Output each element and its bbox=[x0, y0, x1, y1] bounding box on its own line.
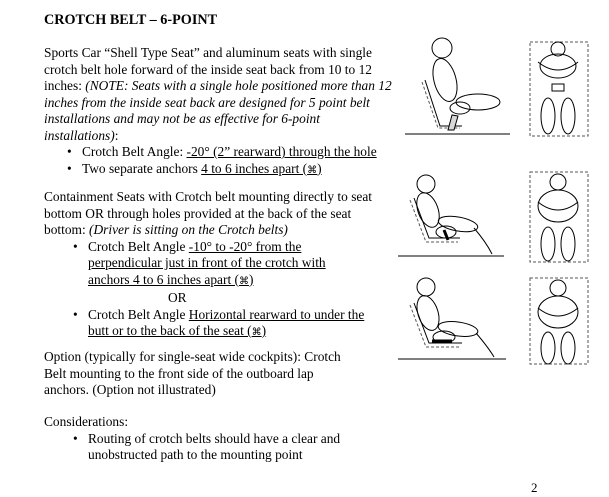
horizontal-angle-text: Horizontal rearward to under the butt or to the back of the seat ( bbox=[88, 306, 365, 338]
list-item bbox=[68, 431, 358, 464]
shell-seat-intro: Sports Car “Shell Type Seat” and aluminum seats with single crotch belt hole forward of the inside seat back from 10 to 12 inches: bbox=[44, 45, 372, 93]
or-separator: OR bbox=[168, 290, 187, 305]
list-item bbox=[62, 161, 394, 180]
list-item bbox=[68, 307, 368, 342]
shell-seat-side-view bbox=[400, 30, 510, 140]
bullet-prefix: Two separate anchors bbox=[82, 160, 202, 176]
containment-note: (Driver is sitting on the Crotch belts) bbox=[89, 222, 288, 237]
containment-angle-text: -10° to -20° from the perpendicular just in front of the crotch with anchors 4 to 6 inches apart ( bbox=[88, 238, 326, 287]
crotch-angle-value: -20° (2” rearward) through the hole bbox=[186, 144, 377, 159]
containment-seat-paragraph bbox=[44, 189, 394, 239]
bullet-prefix: Crotch Belt Angle bbox=[88, 306, 189, 322]
containment-seat-side-view bbox=[396, 172, 504, 262]
shell-seat-front-view bbox=[526, 38, 596, 143]
containment-bullets-2 bbox=[68, 307, 368, 342]
containment-seat-section bbox=[44, 189, 394, 342]
list-item bbox=[62, 144, 394, 161]
considerations-bullets bbox=[68, 431, 358, 464]
containment-seat-front-view bbox=[526, 168, 596, 268]
close-paren: ) bbox=[317, 160, 322, 176]
anchor-spacing-text: 4 to 6 inches apart ( bbox=[201, 160, 308, 176]
shell-seat-note: (NOTE: Seats with a single hole positioned more than 12 inches from the inside seat back are designed for 5 point belt installations and may not be as effective for 6-point installations) bbox=[44, 78, 392, 143]
containment-bullets bbox=[68, 239, 358, 291]
return-mark-icon: ⌘ bbox=[251, 327, 262, 338]
return-mark-icon: ⌘ bbox=[307, 164, 318, 176]
shell-seat-bullets bbox=[62, 144, 394, 179]
shell-seat-paragraph bbox=[44, 45, 394, 144]
close-paren: ) bbox=[261, 323, 267, 338]
shell-seat-section bbox=[44, 45, 394, 179]
anchor-spacing-value bbox=[201, 161, 321, 176]
bullet-prefix: Crotch Belt Angle: bbox=[82, 144, 187, 159]
considerations-heading: Considerations: bbox=[44, 414, 129, 429]
bullet-prefix: Crotch Belt Angle bbox=[88, 238, 189, 254]
page-number: 2 bbox=[531, 480, 538, 495]
considerations-section bbox=[44, 414, 394, 464]
horizontal-belt-side-view bbox=[396, 275, 506, 365]
page-title: CROTCH BELT – 6-POINT bbox=[44, 12, 218, 28]
return-mark-icon: ⌘ bbox=[238, 275, 249, 287]
close-paren: ) bbox=[248, 271, 254, 287]
considerations-text: Routing of crotch belts should have a clear and unobstructed path to the mounting point bbox=[88, 430, 341, 462]
containment-intro: Containment Seats with Crotch belt mounting directly to seat bottom OR through holes provided at the back of the seat bottom: bbox=[44, 189, 373, 237]
shell-seat-colon: : bbox=[114, 127, 119, 143]
list-item bbox=[68, 239, 358, 291]
option-paragraph: Option (typically for single-seat wide cockpits): Crotch Belt mounting to the front side of the outboard lap anchors. (Option not illustrated) bbox=[44, 349, 341, 397]
horizontal-belt-front-view bbox=[526, 270, 596, 370]
